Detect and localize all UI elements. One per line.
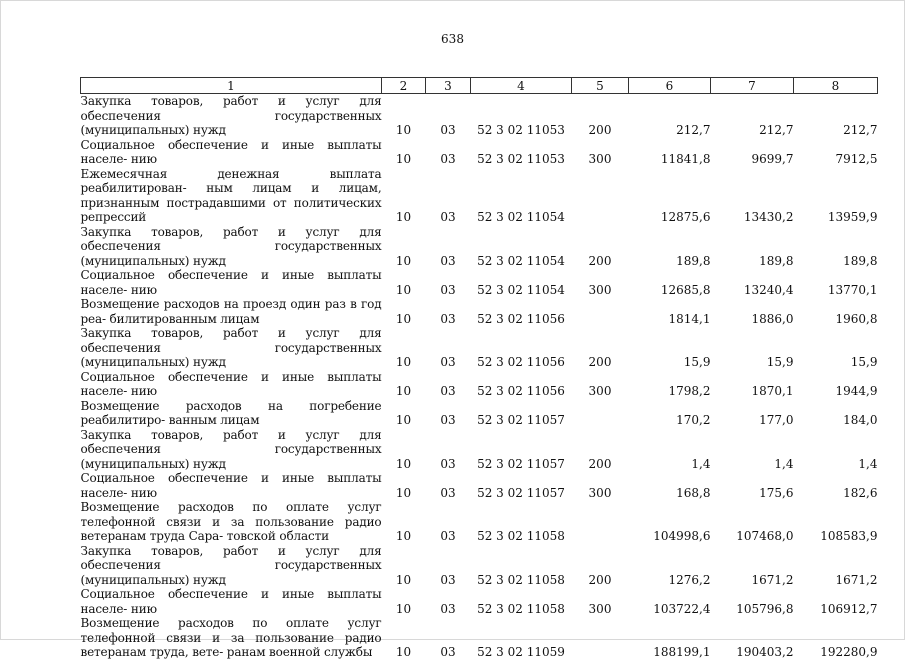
row-expense-kind: 300 bbox=[588, 384, 612, 398]
table-header-row bbox=[81, 78, 878, 94]
row-section: 10 bbox=[395, 601, 412, 616]
row-name: Социальное обеспечение и иные выплаты населе- нию bbox=[80, 369, 382, 398]
row-amount-col7: 177,0 bbox=[759, 413, 794, 427]
row-section: 10 bbox=[395, 413, 412, 427]
row-amount-col7: 13430,2 bbox=[743, 210, 794, 224]
row-name: Закупка товаров, работ и услуг для обеспечения государственных (муниципальных) нужд bbox=[80, 326, 382, 369]
row-amount-col8: 182,6 bbox=[843, 485, 878, 500]
row-amount-col8: 15,9 bbox=[850, 355, 878, 369]
row-target-code: 52 3 02 11057 bbox=[477, 485, 565, 500]
row-amount-col8: 7912,5 bbox=[835, 152, 878, 166]
table-row bbox=[81, 399, 878, 428]
column-header: 4 bbox=[471, 78, 572, 94]
table-row bbox=[81, 138, 878, 167]
table-row bbox=[81, 167, 878, 225]
row-amount-col7: 1870,1 bbox=[751, 384, 794, 398]
table-row bbox=[81, 500, 878, 544]
row-subsection: 03 bbox=[440, 601, 456, 616]
row-amount-col7: 1,4 bbox=[774, 456, 794, 471]
row-target-code: 52 3 02 11053 bbox=[477, 152, 565, 166]
row-expense-kind bbox=[572, 167, 629, 225]
row-amount-col8: 1,4 bbox=[858, 456, 878, 471]
row-subsection: 03 bbox=[440, 253, 456, 268]
row-target-code: 52 3 02 11054 bbox=[477, 282, 565, 297]
row-amount-col7: 15,9 bbox=[766, 355, 794, 369]
row-subsection: 03 bbox=[440, 529, 456, 543]
row-target-code: 52 3 02 11054 bbox=[477, 253, 565, 268]
row-expense-kind: 300 bbox=[588, 485, 612, 500]
table-row bbox=[81, 616, 878, 660]
row-amount-col7: 190403,2 bbox=[736, 645, 794, 659]
row-amount-col7: 175,6 bbox=[759, 485, 794, 500]
row-section: 10 bbox=[395, 210, 412, 224]
row-amount-col8: 13770,1 bbox=[827, 282, 878, 297]
row-subsection: 03 bbox=[440, 123, 456, 137]
row-section: 10 bbox=[395, 123, 412, 137]
table-row bbox=[81, 587, 878, 616]
row-name: Социальное обеспечение и иные выплаты населе- нию bbox=[80, 268, 382, 297]
row-name: Социальное обеспечение и иные выплаты населе- нию bbox=[80, 137, 382, 166]
table-row bbox=[81, 225, 878, 269]
row-amount-col6: 15,9 bbox=[683, 355, 711, 369]
row-target-code: 52 3 02 11053 bbox=[477, 123, 565, 137]
row-amount-col7: 1886,0 bbox=[751, 311, 794, 326]
row-section: 10 bbox=[395, 529, 412, 543]
row-expense-kind: 200 bbox=[588, 456, 612, 471]
row-expense-kind: 200 bbox=[588, 572, 612, 587]
row-expense-kind bbox=[572, 616, 629, 660]
row-amount-col8: 189,8 bbox=[843, 253, 878, 268]
row-section: 10 bbox=[395, 645, 412, 659]
row-amount-col6: 212,7 bbox=[676, 123, 711, 137]
row-amount-col6: 103722,4 bbox=[653, 601, 711, 616]
row-amount-col6: 11841,8 bbox=[660, 152, 711, 166]
row-name: Возмещение расходов по оплате услуг телефонной связи и за пользование радио ветеранам труда, вете- ранам военной службы bbox=[80, 616, 382, 659]
row-target-code: 52 3 02 11057 bbox=[477, 456, 565, 471]
column-header: 1 bbox=[81, 78, 382, 94]
column-header: 7 bbox=[711, 78, 794, 94]
row-subsection: 03 bbox=[440, 152, 456, 166]
row-name: Закупка товаров, работ и услуг для обеспечения государственных (муниципальных) нужд bbox=[80, 224, 382, 268]
row-expense-kind: 300 bbox=[588, 152, 612, 166]
row-amount-col7: 105796,8 bbox=[736, 601, 794, 616]
row-expense-kind: 300 bbox=[588, 282, 612, 297]
table-row bbox=[81, 428, 878, 472]
row-amount-col6: 104998,6 bbox=[653, 529, 711, 543]
row-expense-kind bbox=[572, 500, 629, 544]
row-name: Закупка товаров, работ и услуг для обеспечения государственных (муниципальных) нужд bbox=[80, 543, 382, 587]
row-amount-col8: 108583,9 bbox=[820, 529, 878, 543]
column-header: 3 bbox=[426, 78, 471, 94]
row-subsection: 03 bbox=[440, 456, 456, 471]
row-amount-col7: 1671,2 bbox=[751, 572, 794, 587]
row-target-code: 52 3 02 11058 bbox=[477, 572, 565, 587]
row-section: 10 bbox=[395, 456, 412, 471]
column-header: 5 bbox=[572, 78, 629, 94]
row-subsection: 03 bbox=[440, 485, 456, 500]
row-target-code: 52 3 02 11058 bbox=[477, 601, 565, 616]
column-header: 8 bbox=[794, 78, 878, 94]
row-name: Возмещение расходов на погребение реабилитиро- ванным лицам bbox=[80, 398, 382, 427]
row-subsection: 03 bbox=[440, 282, 456, 297]
row-expense-kind: 200 bbox=[588, 253, 612, 268]
row-amount-col6: 1814,1 bbox=[668, 311, 711, 326]
row-amount-col6: 12685,8 bbox=[660, 282, 711, 297]
row-expense-kind bbox=[572, 297, 629, 326]
table-row bbox=[81, 544, 878, 588]
row-amount-col6: 168,8 bbox=[676, 485, 711, 500]
row-target-code: 52 3 02 11058 bbox=[477, 529, 565, 543]
column-header: 2 bbox=[382, 78, 426, 94]
row-target-code: 52 3 02 11056 bbox=[477, 311, 565, 326]
row-section: 10 bbox=[395, 572, 412, 587]
row-amount-col7: 189,8 bbox=[759, 253, 794, 268]
table-row bbox=[81, 268, 878, 297]
row-section: 10 bbox=[395, 152, 412, 166]
row-subsection: 03 bbox=[440, 355, 456, 369]
row-target-code: 52 3 02 11054 bbox=[477, 210, 565, 224]
row-subsection: 03 bbox=[440, 572, 456, 587]
row-name: Возмещение расходов по оплате услуг телефонной связи и за пользование радио ветеранам труда Сара- товской области bbox=[80, 500, 382, 543]
row-amount-col8: 1960,8 bbox=[835, 311, 878, 326]
row-amount-col7: 13240,4 bbox=[743, 282, 794, 297]
row-expense-kind: 300 bbox=[588, 601, 612, 616]
row-subsection: 03 bbox=[440, 413, 456, 427]
row-section: 10 bbox=[395, 253, 412, 268]
row-amount-col7: 212,7 bbox=[759, 123, 794, 137]
row-name: Социальное обеспечение и иные выплаты населе- нию bbox=[80, 587, 382, 616]
row-amount-col6: 1798,2 bbox=[668, 384, 711, 398]
row-target-code: 52 3 02 11056 bbox=[477, 355, 565, 369]
row-amount-col7: 107468,0 bbox=[736, 529, 794, 543]
row-section: 10 bbox=[395, 384, 412, 398]
row-amount-col8: 184,0 bbox=[843, 413, 878, 427]
column-header: 6 bbox=[629, 78, 711, 94]
table-row bbox=[81, 370, 878, 399]
row-amount-col6: 188199,1 bbox=[653, 645, 711, 659]
row-section: 10 bbox=[395, 485, 412, 500]
table-row bbox=[81, 326, 878, 370]
row-expense-kind: 200 bbox=[588, 355, 612, 369]
row-target-code: 52 3 02 11057 bbox=[477, 413, 565, 427]
row-section: 10 bbox=[395, 282, 412, 297]
table-body bbox=[81, 94, 878, 660]
row-expense-kind: 200 bbox=[588, 123, 612, 137]
row-name: Закупка товаров, работ и услуг для обеспечения государственных (муниципальных) нужд bbox=[80, 94, 382, 137]
row-name: Возмещение расходов на проезд один раз в год реа- билитированным лицам bbox=[80, 297, 382, 326]
row-amount-col6: 170,2 bbox=[676, 413, 711, 427]
row-target-code: 52 3 02 11056 bbox=[477, 384, 565, 398]
row-amount-col6: 189,8 bbox=[676, 253, 711, 268]
row-subsection: 03 bbox=[440, 384, 456, 398]
row-amount-col8: 106912,7 bbox=[820, 601, 878, 616]
table-row bbox=[81, 297, 878, 326]
budget-table bbox=[80, 77, 878, 660]
row-name: Закупка товаров, работ и услуг для обеспечения государственных (муниципальных) нужд bbox=[80, 427, 382, 471]
page-number: 638 bbox=[441, 32, 464, 46]
table-row bbox=[81, 94, 878, 138]
row-expense-kind bbox=[572, 399, 629, 428]
row-name: Ежемесячная денежная выплата реабилитирован- ным лицам и лицам, признанным пострадавшими от политических репрессий bbox=[80, 166, 382, 224]
row-amount-col8: 1944,9 bbox=[835, 384, 878, 398]
row-amount-col8: 1671,2 bbox=[835, 572, 878, 587]
row-subsection: 03 bbox=[440, 210, 456, 224]
row-section: 10 bbox=[395, 311, 412, 326]
row-name: Социальное обеспечение и иные выплаты населе- нию bbox=[80, 471, 382, 500]
row-amount-col6: 1276,2 bbox=[668, 572, 711, 587]
row-amount-col8: 212,7 bbox=[843, 123, 878, 137]
row-amount-col8: 13959,9 bbox=[827, 210, 878, 224]
table-row bbox=[81, 471, 878, 500]
row-target-code: 52 3 02 11059 bbox=[477, 645, 565, 659]
row-subsection: 03 bbox=[440, 311, 456, 326]
row-amount-col6: 1,4 bbox=[691, 456, 711, 471]
row-subsection: 03 bbox=[440, 645, 456, 659]
row-amount-col6: 12875,6 bbox=[660, 210, 711, 224]
row-amount-col8: 192280,9 bbox=[820, 645, 878, 659]
row-amount-col7: 9699,7 bbox=[751, 152, 794, 166]
row-section: 10 bbox=[395, 355, 412, 369]
